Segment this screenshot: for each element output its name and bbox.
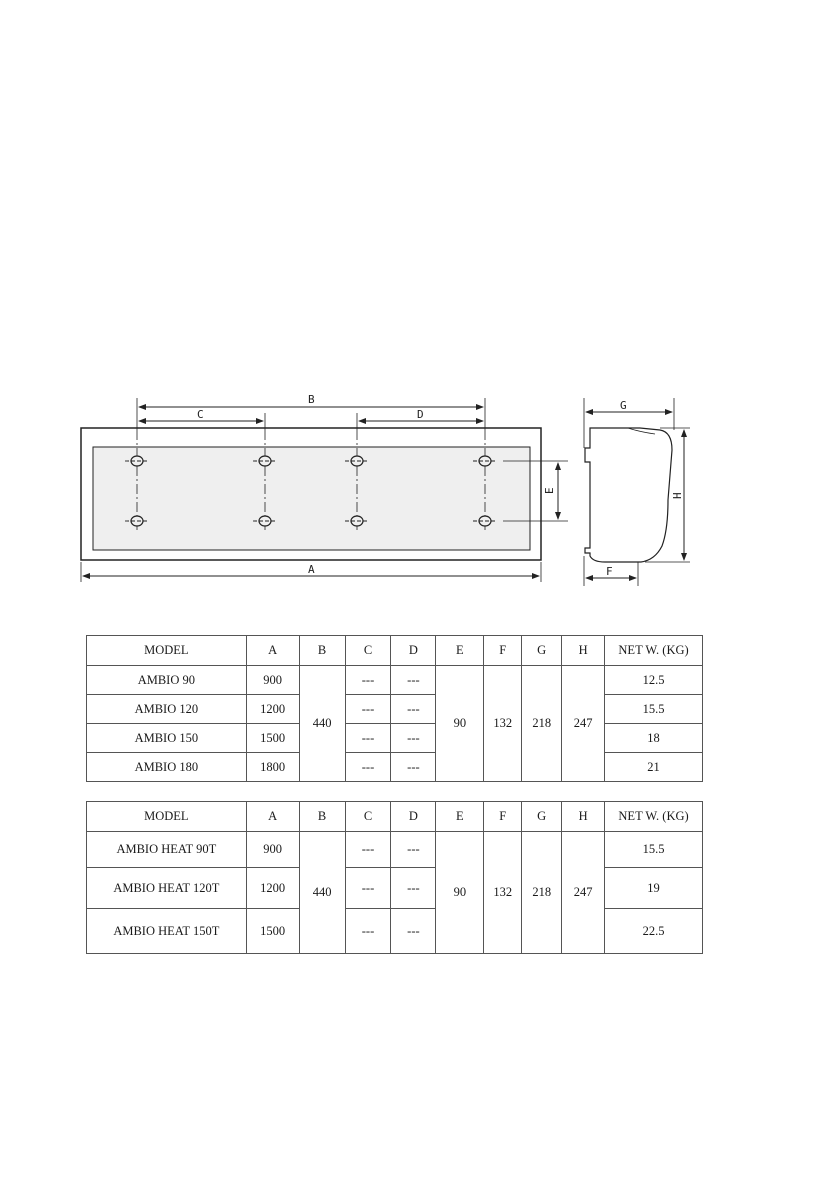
- cell-c: ---: [345, 695, 391, 724]
- cell-g: 218: [522, 666, 562, 782]
- table-row: [87, 666, 703, 695]
- header-model: MODEL: [87, 636, 247, 666]
- cell-a: 1500: [246, 724, 299, 753]
- cell-model: AMBIO 180: [87, 753, 247, 782]
- cell-c: ---: [345, 753, 391, 782]
- dimension-label-f: F: [606, 565, 613, 578]
- dimension-drawing: [0, 380, 840, 590]
- cell-net-weight: 15.5: [605, 832, 703, 868]
- header-f: F: [484, 636, 522, 666]
- cell-d: ---: [391, 832, 436, 868]
- table-row: [87, 909, 703, 954]
- cell-g: 218: [522, 832, 562, 954]
- header-d: D: [391, 802, 436, 832]
- header-net-weight: NET W. (KG): [605, 636, 703, 666]
- cell-net-weight: 15.5: [605, 695, 703, 724]
- cell-net-weight: 18: [605, 724, 703, 753]
- cell-c: ---: [345, 832, 391, 868]
- cell-model: AMBIO 120: [87, 695, 247, 724]
- unit-panel: [93, 447, 530, 550]
- dimension-label-e: E: [543, 487, 556, 494]
- header-b: B: [299, 636, 345, 666]
- dimension-label-h: H: [671, 492, 684, 499]
- cell-b: 440: [299, 832, 345, 954]
- cell-c: ---: [345, 909, 391, 954]
- cell-d: ---: [391, 695, 436, 724]
- cell-a: 900: [246, 666, 299, 695]
- header-a: A: [246, 636, 299, 666]
- cell-model: AMBIO 150: [87, 724, 247, 753]
- cell-model: AMBIO HEAT 150T: [87, 909, 247, 954]
- header-f: F: [484, 802, 522, 832]
- cell-model: AMBIO 90: [87, 666, 247, 695]
- cell-a: 1200: [246, 868, 299, 909]
- cell-net-weight: 21: [605, 753, 703, 782]
- table-header-row: [87, 636, 703, 666]
- table-header-row: [87, 802, 703, 832]
- header-model: MODEL: [87, 802, 247, 832]
- cell-d: ---: [391, 909, 436, 954]
- cell-d: ---: [391, 753, 436, 782]
- cell-net-weight: 19: [605, 868, 703, 909]
- cell-e: 90: [436, 666, 484, 782]
- table-row: [87, 753, 703, 782]
- cell-e: 90: [436, 832, 484, 954]
- cell-net-weight: 22.5: [605, 909, 703, 954]
- table-row: [87, 868, 703, 909]
- table-row: [87, 695, 703, 724]
- side-view: [585, 428, 672, 562]
- cell-model: AMBIO HEAT 120T: [87, 868, 247, 909]
- table-row: [87, 724, 703, 753]
- header-c: C: [345, 636, 391, 666]
- cell-b: 440: [299, 666, 345, 782]
- cell-a: 1500: [246, 909, 299, 954]
- cell-model: AMBIO HEAT 90T: [87, 832, 247, 868]
- header-c: C: [345, 802, 391, 832]
- cell-h: 247: [562, 666, 605, 782]
- spec-table-ambio-heat: [86, 801, 703, 954]
- dimension-label-b: B: [308, 393, 315, 406]
- header-e: E: [436, 636, 484, 666]
- header-g: G: [522, 802, 562, 832]
- cell-f: 132: [484, 666, 522, 782]
- cell-d: ---: [391, 724, 436, 753]
- header-b: B: [299, 802, 345, 832]
- cell-h: 247: [562, 832, 605, 954]
- cell-a: 1800: [246, 753, 299, 782]
- header-h: H: [562, 802, 605, 832]
- cell-d: ---: [391, 868, 436, 909]
- header-g: G: [522, 636, 562, 666]
- table-row: [87, 832, 703, 868]
- header-d: D: [391, 636, 436, 666]
- dimension-label-d: D: [417, 408, 424, 421]
- header-e: E: [436, 802, 484, 832]
- cell-a: 900: [246, 832, 299, 868]
- cell-c: ---: [345, 724, 391, 753]
- cell-a: 1200: [246, 695, 299, 724]
- cell-c: ---: [345, 666, 391, 695]
- header-net-weight: NET W. (KG): [605, 802, 703, 832]
- front-view: [81, 428, 541, 560]
- spec-table-ambio: [86, 635, 703, 782]
- dimension-g: [584, 398, 674, 448]
- dimension-label-a: A: [308, 563, 315, 576]
- dimension-label-g: G: [620, 399, 627, 412]
- dimension-label-c: C: [197, 408, 204, 421]
- header-h: H: [562, 636, 605, 666]
- header-a: A: [246, 802, 299, 832]
- cell-f: 132: [484, 832, 522, 954]
- cell-c: ---: [345, 868, 391, 909]
- cell-d: ---: [391, 666, 436, 695]
- cell-net-weight: 12.5: [605, 666, 703, 695]
